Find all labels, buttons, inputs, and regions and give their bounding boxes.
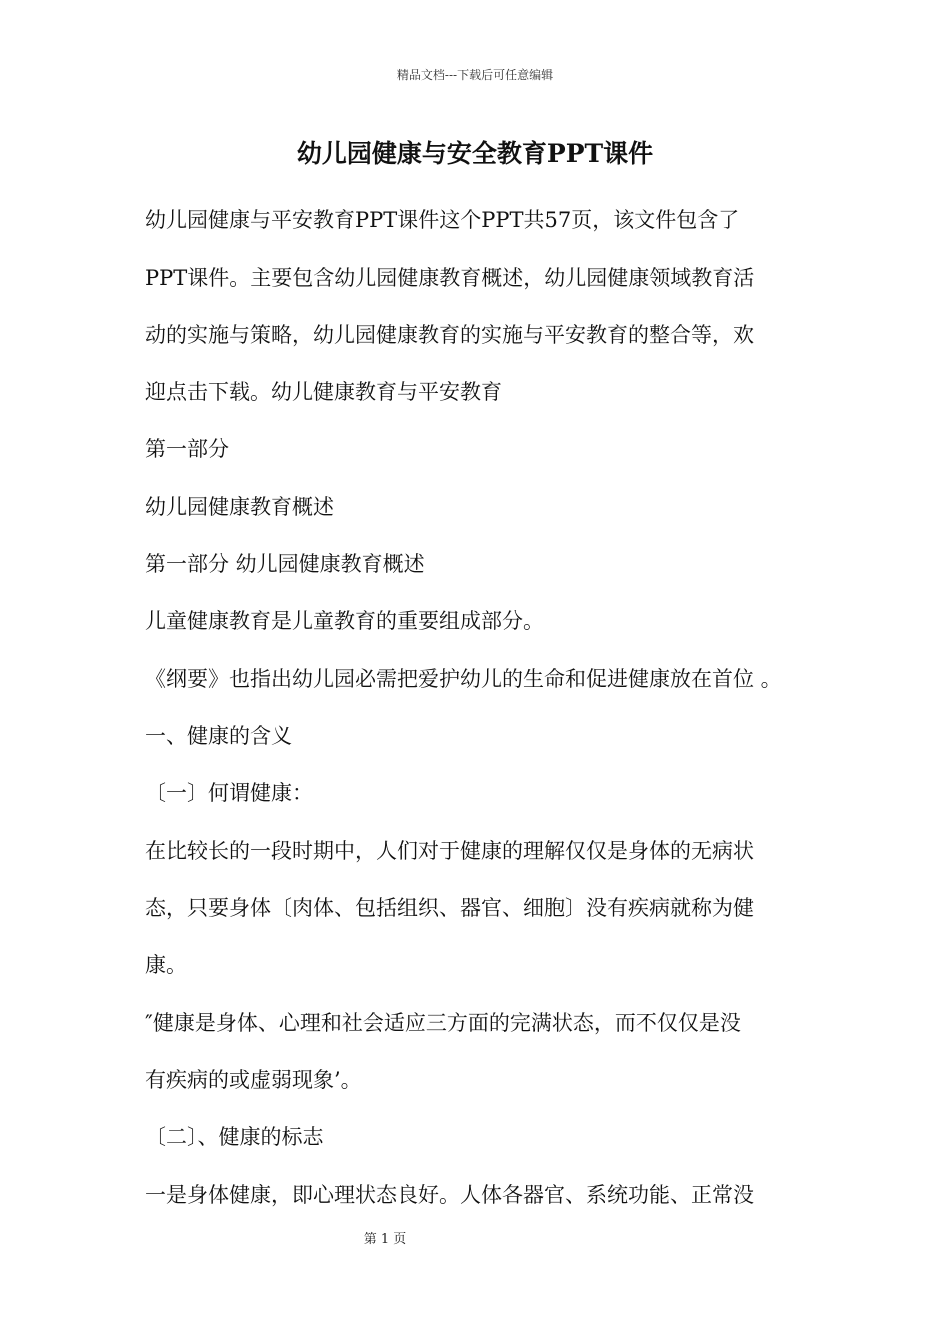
- body-line: 一是身体健康，即心理状态良好。人体各器官、系统功能、正常没: [145, 1183, 754, 1207]
- section-heading: 一、健康的含义: [145, 724, 292, 748]
- body-line: 在比较长的一段时期中，人们对于健康的理解仅仅是身体的无病状: [145, 839, 754, 863]
- section-heading: 第一部分 幼儿园健康教育概述: [145, 552, 425, 576]
- section-heading: 第一部分: [145, 437, 229, 461]
- body-line: 动的实施与策略，幼儿园健康教育的实施与平安教育的整合等，欢: [145, 323, 754, 347]
- body-line: 幼儿园健康与平安教育PPT课件这个PPT共57页，该文件包含了: [145, 208, 740, 232]
- body-line: 儿童健康教育是儿童教育的重要组成部分。: [145, 609, 544, 633]
- body-line: 康。: [145, 953, 187, 977]
- page-number: 第 1 页: [363, 1232, 407, 1247]
- section-heading: 幼儿园健康教育概述: [145, 495, 334, 519]
- body-line: ″健康是身体、心理和社会适应三方面的完满状态，而不仅仅是没: [145, 1011, 741, 1035]
- body-line: 态，只要身体〔肉体、包括组织、器官、细胞〕没有疾病就称为健: [145, 896, 754, 920]
- subsection-heading: 〔二〕、健康的标志: [145, 1125, 324, 1149]
- body-line: 迎点击下载。幼儿健康教育与平安教育: [145, 380, 502, 404]
- subsection-heading: 〔一〕何谓健康：: [145, 781, 313, 805]
- body-line: 有疾病的或虚弱现象’。: [145, 1068, 362, 1092]
- document-title: 幼儿园健康与安全教育PPT课件: [296, 139, 654, 168]
- body-line: PPT课件。主要包含幼儿园健康教育概述，幼儿园健康领域教育活: [145, 266, 755, 290]
- header-note: 精品文档---下载后可任意编辑: [396, 68, 554, 82]
- body-line: 《纲要》也指出幼儿园必需把爱护幼儿的生命和促进健康放在首位 。: [145, 667, 782, 691]
